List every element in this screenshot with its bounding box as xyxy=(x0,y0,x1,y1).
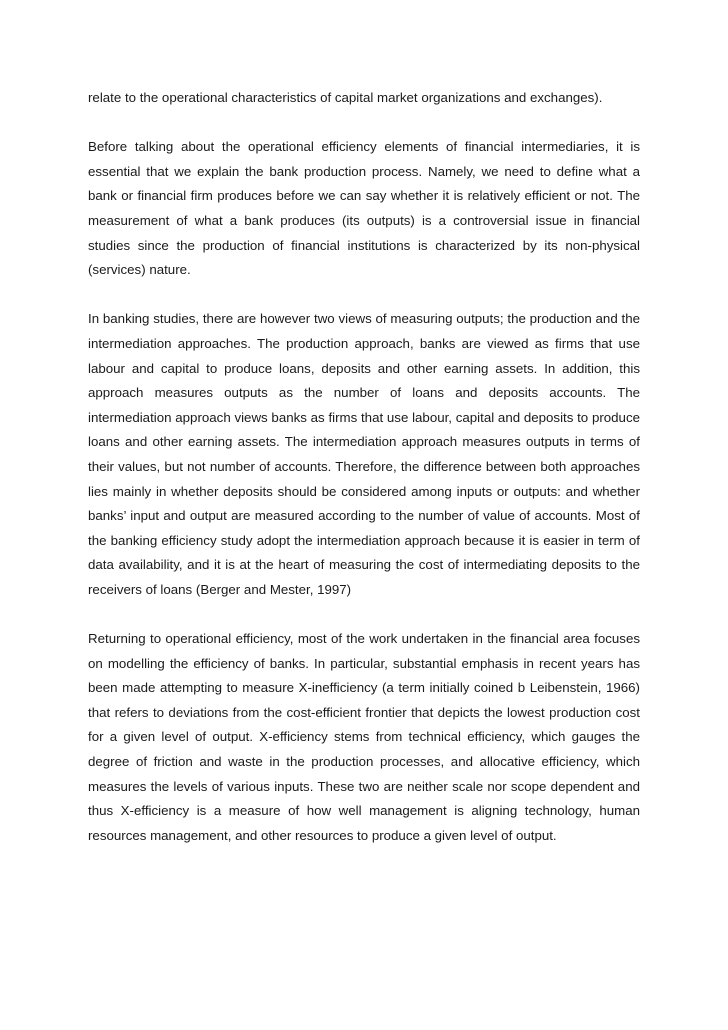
paragraph-continuation: relate to the operational characteristics of capital market organizations and exchanges). xyxy=(88,90,603,105)
document-body xyxy=(88,86,640,848)
paragraph-operational-efficiency: Returning to operational efficiency, most of the work undertaken in the financial area focuses on modelling the efficiency of banks. In particular, substantial emphasis in recent years has been made attempting to measure X-inefficiency (a term initially coined b Leibenstein, 1966) that refers to deviations from the cost-efficient frontier that depicts the lowest production cost for a given level of output. X-efficiency stems from technical efficiency, which gauges the degree of friction and waste in the production processes, and allocative efficiency, which measures the levels of various inputs. These two are neither scale nor scope dependent and thus X-efficiency is a measure of how well management is aligning technology, human resources management, and other resources to produce a given level of output. xyxy=(88,631,640,843)
paragraph-output-views: In banking studies, there are however two views of measuring outputs; the production and the intermediation approaches. The production approach, banks are viewed as firms that use labour and capital to produce loans, deposits and other earning assets. In addition, this approach measures outputs as the number of loans and deposits accounts. The intermediation approach views banks as firms that use labour, capital and deposits to produce loans and other earning assets. The intermediation approach measures outputs in terms of their values, but not number of accounts. Therefore, the difference between both approaches lies mainly in whether deposits should be considered among inputs or outputs: and whether banks’ input and output are measured according to the number of value of accounts. Most of the banking efficiency study adopt the intermediation approach because it is easier in term of data availability, and it is at the heart of measuring the cost of intermediating deposits to the receivers of loans (Berger and Mester, 1997) xyxy=(88,311,640,597)
paragraph-bank-production: Before talking about the operational efficiency elements of financial intermediaries, it is essential that we explain the bank production process. Namely, we need to define what a bank or financial firm produces before we can say whether it is relatively efficient or not. The measurement of what a bank produces (its outputs) is a controversial issue in financial studies since the production of financial institutions is characterized by its non-physical (services) nature. xyxy=(88,139,640,278)
